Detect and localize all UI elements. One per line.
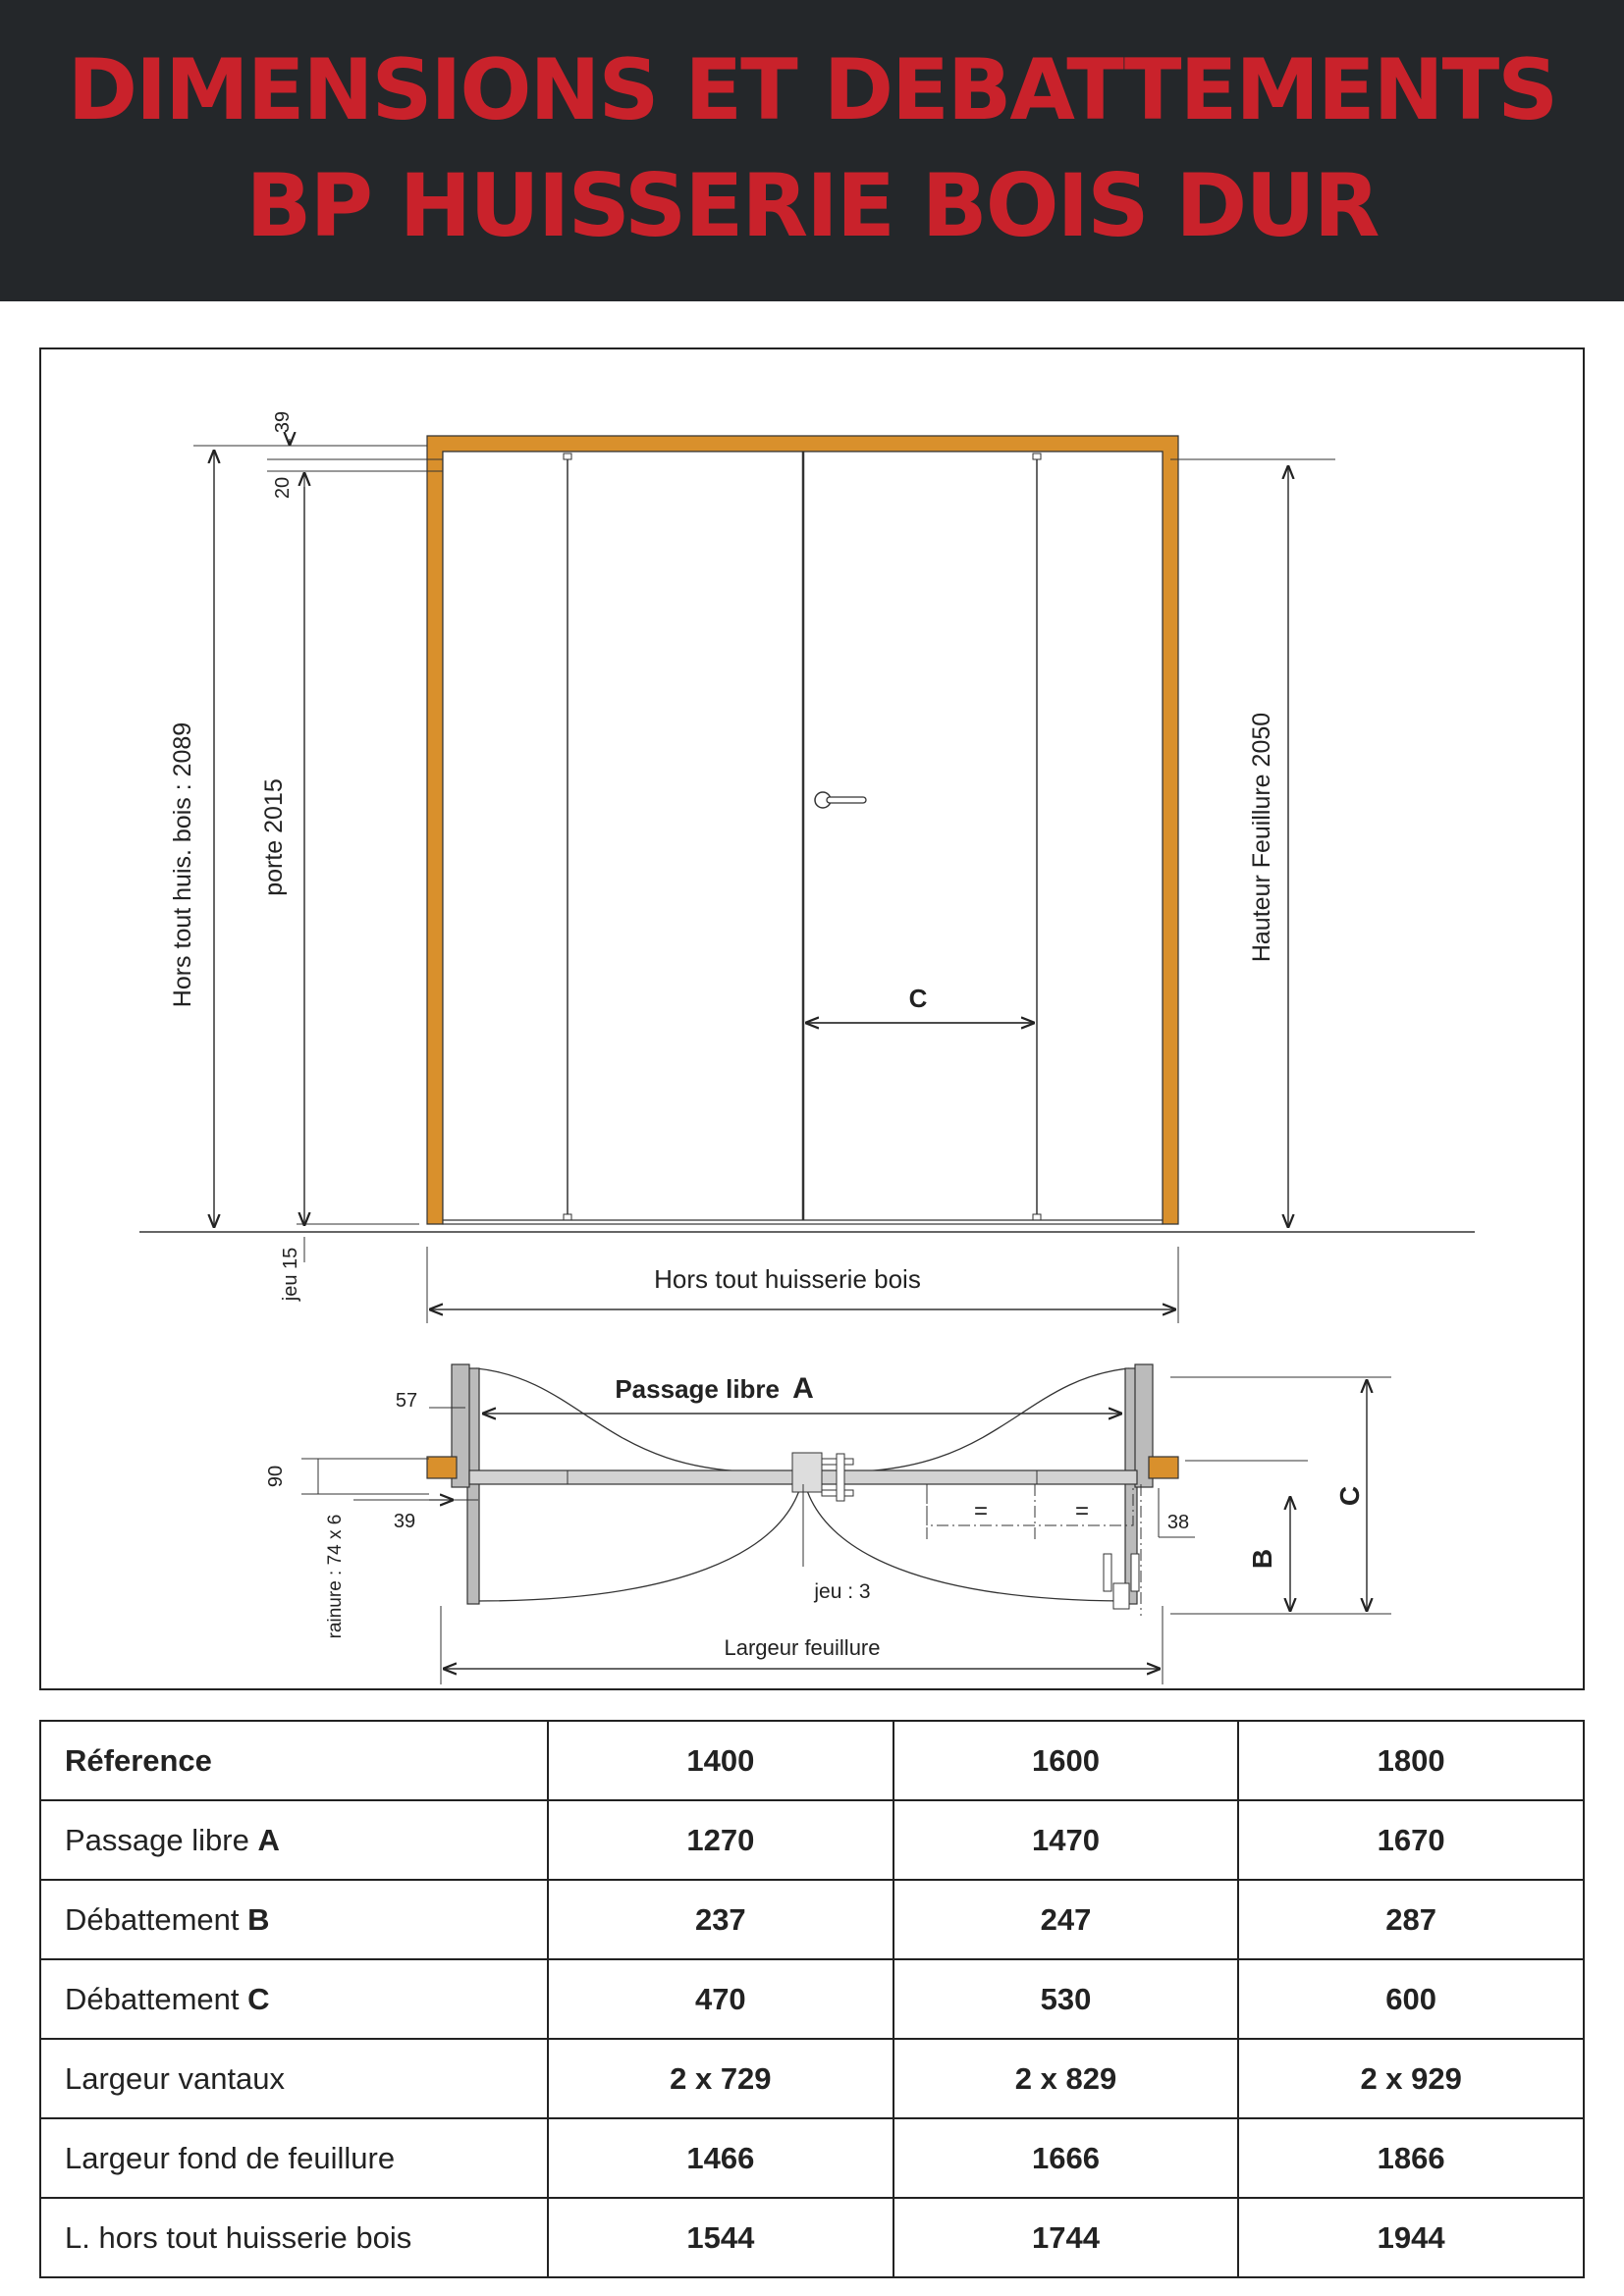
table-cell: 530 [893, 1959, 1239, 2039]
page-title-line2: BP HUISSERIE BOIS DUR [245, 155, 1379, 256]
table-cell: 1470 [893, 1800, 1239, 1880]
rainure-label: rainure : 74 x 6 [325, 1514, 346, 1639]
table-cell: 247 [893, 1880, 1239, 1959]
table-header-cell: 1800 [1238, 1721, 1584, 1800]
dim-c-plan-label: C [1334, 1485, 1365, 1507]
dim-39-label: 39 [272, 410, 294, 434]
table-cell: 600 [1238, 1959, 1584, 2039]
table-header-cell: 1600 [893, 1721, 1239, 1800]
elevation-view [139, 411, 1475, 1323]
table-header-label: Réference [40, 1721, 548, 1800]
table-cell: 237 [548, 1880, 893, 1959]
dim-90-label: 90 [265, 1465, 287, 1488]
table-header-row [40, 1721, 1584, 1800]
technical-drawing [39, 347, 1585, 1690]
dim-57-label: 57 [395, 1390, 418, 1412]
dim-feuillure-label: Hauteur Feuillure 2050 [1248, 712, 1275, 963]
table-row [40, 2118, 1584, 2198]
header-banner [0, 0, 1624, 301]
row-label: L. hors tout huisserie bois [40, 2198, 548, 2277]
table-cell: 1544 [548, 2198, 893, 2277]
dim-hors-tout-label: Hors tout huis. bois : 2089 [169, 721, 196, 1008]
dim-largeur-feuillure-label: Largeur feuillure [724, 1635, 881, 1660]
row-label: Largeur vantaux [40, 2039, 548, 2118]
table-cell: 1666 [893, 2118, 1239, 2198]
table-row [40, 1959, 1584, 2039]
table-cell: 287 [1238, 1880, 1584, 1959]
table-row [40, 1800, 1584, 1880]
dim-b-plan-label: B [1247, 1548, 1277, 1570]
table-cell: 1744 [893, 2198, 1239, 2277]
table-row [40, 2039, 1584, 2118]
dim-20-label: 20 [272, 476, 294, 500]
dim-jeu15-label: jeu 15 [280, 1247, 301, 1302]
table-header-cell: 1400 [548, 1721, 893, 1800]
left-frame-section [427, 1457, 457, 1478]
row-label: Largeur fond de feuillure [40, 2118, 548, 2198]
spec-table [39, 1720, 1585, 2278]
row-label: Passage libre A [40, 1800, 548, 1880]
table-cell: 2 x 729 [548, 2039, 893, 2118]
dim-38-label: 38 [1166, 1512, 1190, 1533]
drawing-svg [41, 349, 1587, 1692]
dim-39-plan-label: 39 [393, 1511, 416, 1532]
plan-view [265, 1364, 1391, 1684]
dim-passage-libre-label: Passage libre [615, 1374, 780, 1404]
table-row [40, 1880, 1584, 1959]
jeu-3-label: jeu : 3 [814, 1580, 871, 1603]
equal-mark-2: = [1074, 1498, 1090, 1524]
dim-porte-label: porte 2015 [260, 778, 288, 896]
page-title-line1: DIMENSIONS ET DEBATTEMENTS [67, 41, 1557, 139]
dim-passage-libre-letter: A [792, 1372, 814, 1405]
row-label: Débattement B [40, 1880, 548, 1959]
equal-mark-1: = [973, 1498, 989, 1524]
table-cell: 2 x 829 [893, 2039, 1239, 2118]
table-cell: 1270 [548, 1800, 893, 1880]
row-label: Débattement C [40, 1959, 548, 2039]
table-row [40, 2198, 1584, 2277]
table-cell: 1944 [1238, 2198, 1584, 2277]
dim-c-label: C [908, 984, 928, 1013]
table-cell: 1466 [548, 2118, 893, 2198]
table-cell: 1866 [1238, 2118, 1584, 2198]
table-cell: 470 [548, 1959, 893, 2039]
table-cell: 1670 [1238, 1800, 1584, 1880]
table-cell: 2 x 929 [1238, 2039, 1584, 2118]
right-frame-section [1149, 1457, 1178, 1478]
dim-overall-width-label: Hors tout huisserie bois [654, 1264, 921, 1294]
